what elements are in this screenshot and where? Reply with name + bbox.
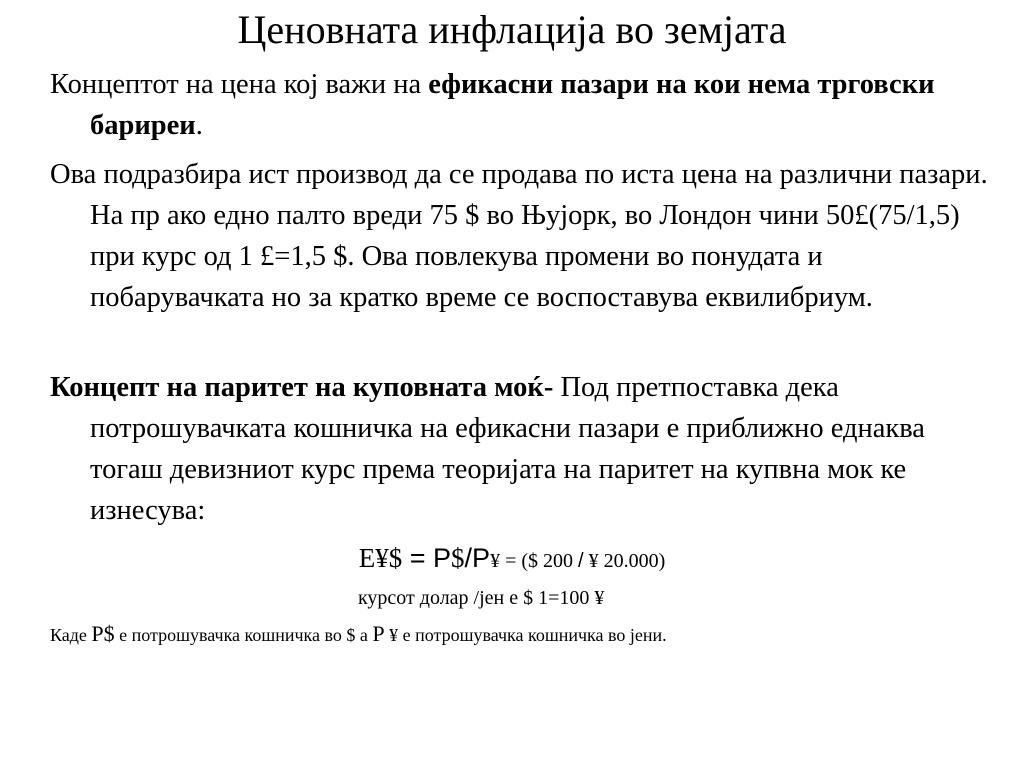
formula-eq1: = (402, 543, 434, 573)
exchange-rate-line: курсот долар /јен е $ 1=100 ¥ (358, 587, 605, 609)
footnote (50, 621, 990, 648)
formula-slash: / (464, 543, 473, 573)
formula-e-sub: ¥$ (375, 543, 403, 573)
note-p-usd: P$ (91, 621, 115, 646)
formula-p1-sub: $ (451, 543, 465, 573)
formula-slash2: / (578, 550, 584, 572)
slide-title: Ценовната инфлација во земјата (237, 7, 787, 52)
formula-p2-sub: ¥ (490, 550, 501, 572)
paragraph-price-concept (50, 64, 990, 146)
p1-intro: Концептот на цена кој важи на (50, 69, 429, 100)
paragraph-example (50, 154, 990, 318)
note-mid: е потрошувачка кошничка во $ а (114, 625, 373, 645)
p3-text: Под претпоставка дека потрошувачката кошничка на ефикасни пазари е приближно еднаква тогаш девизниот курс према теоријата на паритет на купвна мок ке изнесува: (90, 372, 925, 526)
p1-end: . (195, 110, 203, 141)
note-start: Каде (50, 625, 92, 645)
formula-eq2: = ($ 200 (500, 550, 579, 572)
note-p-yen: P (372, 621, 385, 646)
p1-bold: ефикасни пазари на кои нема трговски бариреи (90, 69, 935, 141)
p3-bold: Концепт на паритет на куповната моќ- (50, 372, 561, 403)
ppp-formula (0, 540, 1024, 579)
formula-e: E (358, 543, 376, 573)
p2-text: Ова подразбира ист производ да се продава по иста цена на различни пазари. На пр ако едно палто вреди 75 $ во Њујорк, во Лондон чини 50£(75/1,5) при курс од 1 £=1,5 $. Ова повлекува промени во понудата и побарувачката но за кратко време се воспоставува еквилибриум. (50, 159, 988, 313)
note-end: ¥ е потрошувачка кошничка во јени. (384, 625, 667, 645)
formula-end: ¥ 20.000) (583, 550, 666, 572)
paragraph-ppp-concept (50, 367, 990, 531)
formula-p1: P (433, 543, 452, 573)
formula-p2: P (472, 543, 491, 573)
